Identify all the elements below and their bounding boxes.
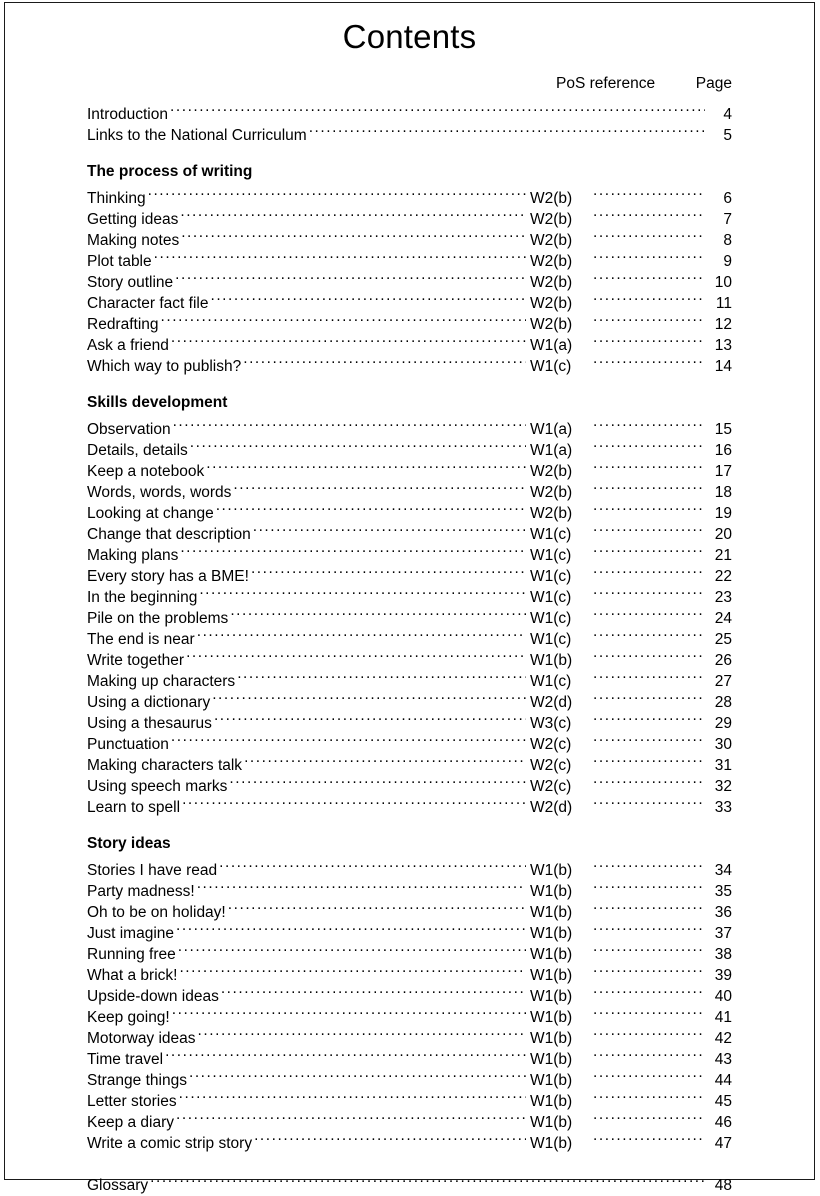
- dot-leader-secondary: [593, 1127, 705, 1148]
- toc-entry-pos-reference: W3(c): [530, 715, 572, 732]
- toc-entry-page-number: 36: [714, 904, 732, 921]
- dot-leader: [182, 791, 526, 812]
- dot-leader: [244, 749, 526, 770]
- toc-entry-title: Looking at change: [87, 505, 214, 522]
- dot-leader: [221, 980, 526, 1001]
- toc-entry[interactable]: [87, 224, 732, 249]
- dot-leader: [179, 959, 526, 980]
- toc-entry[interactable]: [87, 560, 732, 585]
- toc-entry-page-number: 48: [714, 1177, 732, 1194]
- toc-entry-title: Letter stories: [87, 1093, 177, 1110]
- toc-entry-page-number: 34: [714, 862, 732, 879]
- dot-leader-secondary: [593, 1085, 705, 1106]
- toc-entry-page-number: 27: [714, 673, 732, 690]
- toc-entry[interactable]: [87, 119, 732, 144]
- toc-entry-title: Motorway ideas: [87, 1030, 196, 1047]
- toc-entry-title: Plot table: [87, 253, 152, 270]
- page-title: Contents: [342, 18, 477, 55]
- dot-leader-secondary: [593, 497, 705, 518]
- toc-entry-title: Making plans: [87, 547, 179, 564]
- dot-leader-secondary: [593, 728, 705, 749]
- dot-leader-secondary: [593, 329, 705, 350]
- toc-entry[interactable]: [87, 287, 732, 312]
- dot-leader: [179, 1085, 526, 1106]
- dot-leader: [161, 308, 526, 329]
- dot-leader: [176, 1106, 526, 1127]
- dot-leader-secondary: [593, 308, 705, 329]
- dot-leader: [180, 203, 526, 224]
- section-heading: Skills development: [87, 394, 228, 411]
- toc-entry-page-number: 20: [714, 526, 732, 543]
- toc-entry-title: Oh to be on holiday!: [87, 904, 226, 921]
- toc-entry-page-number: 31: [714, 757, 732, 774]
- toc-entry-page-number: 28: [714, 694, 732, 711]
- dot-leader: [251, 560, 526, 581]
- toc-entry-pos-reference: W2(b): [530, 253, 573, 270]
- toc-entry-pos-reference: W1(b): [530, 988, 573, 1005]
- dot-leader: [148, 182, 526, 203]
- toc-entry-title: Upside-down ideas: [87, 988, 219, 1005]
- dot-leader: [150, 1169, 705, 1190]
- dot-leader: [199, 581, 526, 602]
- toc-entry-pos-reference: W1(a): [530, 337, 573, 354]
- dot-leader-secondary: [593, 581, 705, 602]
- toc-entry-pos-reference: W1(b): [530, 1051, 573, 1068]
- toc-entry-title: Every story has a BME!: [87, 568, 249, 585]
- section-heading: Story ideas: [87, 835, 171, 852]
- dot-leader: [171, 329, 526, 350]
- toc-entry-pos-reference: W2(d): [530, 694, 573, 711]
- toc-entry-page-number: 41: [714, 1009, 732, 1026]
- toc-entry[interactable]: [87, 749, 732, 774]
- dot-leader: [197, 623, 526, 644]
- toc-entry-pos-reference: W1(c): [530, 673, 572, 690]
- dot-leader: [233, 476, 526, 497]
- toc-entry-title: Details, details: [87, 442, 188, 459]
- toc-entry-pos-reference: W2(b): [530, 463, 573, 480]
- toc-entry-title: Stories I have read: [87, 862, 218, 879]
- toc-entry-title: In the beginning: [87, 589, 198, 606]
- dot-leader-secondary: [593, 686, 705, 707]
- toc-entry[interactable]: [87, 1169, 732, 1194]
- toc-entry-pos-reference: W2(c): [530, 757, 572, 774]
- dot-leader-secondary: [593, 896, 705, 917]
- toc-entry-pos-reference: W2(b): [530, 295, 573, 312]
- toc-entry-title: Time travel: [87, 1051, 164, 1068]
- dot-leader-secondary: [593, 770, 705, 791]
- dot-leader-secondary: [593, 560, 705, 581]
- toc-entry-pos-reference: W1(b): [530, 862, 573, 879]
- dot-leader: [170, 98, 705, 119]
- toc-entry-pos-reference: W1(c): [530, 526, 572, 543]
- toc-entry-page-number: 43: [714, 1051, 732, 1068]
- toc-entry-pos-reference: W2(b): [530, 190, 573, 207]
- toc-entry-title: Observation: [87, 421, 171, 438]
- dot-leader-secondary: [593, 539, 705, 560]
- toc-entry-pos-reference: W1(c): [530, 358, 572, 375]
- toc-entry-pos-reference: W1(b): [530, 1030, 573, 1047]
- toc-entry-title: Punctuation: [87, 736, 169, 753]
- dot-leader-secondary: [593, 518, 705, 539]
- toc-entry-page-number: 9: [723, 253, 732, 270]
- dot-leader-secondary: [593, 1001, 705, 1022]
- toc-entry[interactable]: [87, 1064, 732, 1089]
- toc-entry-pos-reference: W1(c): [530, 631, 572, 648]
- toc-entry-pos-reference: W1(b): [530, 946, 573, 963]
- toc-entry-title: Keep a notebook: [87, 463, 205, 480]
- toc-entry[interactable]: [87, 1043, 732, 1068]
- toc-entry[interactable]: [87, 1022, 732, 1047]
- dot-leader: [154, 245, 526, 266]
- toc-entry-title: Thinking: [87, 190, 146, 207]
- toc-entry-pos-reference: W1(b): [530, 1135, 573, 1152]
- toc-entry-pos-reference: W1(c): [530, 589, 572, 606]
- toc-entry-title: Story outline: [87, 274, 174, 291]
- toc-entry-page-number: 4: [723, 106, 732, 123]
- column-header-pos-reference: PoS reference: [556, 75, 656, 92]
- dot-leader: [176, 917, 526, 938]
- toc-entry[interactable]: [87, 728, 732, 753]
- toc-entry-title: Just imagine: [87, 925, 175, 942]
- toc-entry-page-number: 40: [714, 988, 732, 1005]
- dot-leader-secondary: [593, 749, 705, 770]
- toc-entry-title: Making notes: [87, 232, 180, 249]
- toc-entry-page-number: 15: [714, 421, 732, 438]
- toc-entry-page-number: 37: [714, 925, 732, 942]
- toc-entry-title: Change that description: [87, 526, 251, 543]
- toc-entry-title: Strange things: [87, 1072, 187, 1089]
- toc-entry[interactable]: [87, 329, 732, 354]
- dot-leader: [165, 1043, 526, 1064]
- dot-leader: [198, 1022, 526, 1043]
- toc-entry-page-number: 46: [714, 1114, 732, 1131]
- toc-entry-page-number: 47: [714, 1135, 732, 1152]
- column-header-spacer: [87, 73, 556, 95]
- toc-body: [87, 98, 732, 1194]
- toc-entry-pos-reference: W1(b): [530, 967, 573, 984]
- toc-entry[interactable]: [87, 1085, 732, 1110]
- toc-entry-page-number: 24: [714, 610, 732, 627]
- toc-entry-page-number: 17: [714, 463, 732, 480]
- toc-entry-pos-reference: W2(b): [530, 316, 573, 333]
- toc-entry-page-number: 35: [714, 883, 732, 900]
- toc-entry[interactable]: [87, 1001, 732, 1026]
- toc-entry[interactable]: [87, 413, 732, 438]
- toc-entry[interactable]: [87, 938, 732, 963]
- toc-entry[interactable]: [87, 1127, 732, 1152]
- toc-entry-pos-reference: W2(c): [530, 736, 572, 753]
- dot-leader: [197, 875, 526, 896]
- toc-entry[interactable]: [87, 959, 732, 984]
- toc-entry-title: Links to the National Curriculum: [87, 127, 307, 144]
- toc-entry-page-number: 32: [714, 778, 732, 795]
- toc-entry-pos-reference: W1(b): [530, 904, 573, 921]
- toc-entry-page-number: 7: [723, 211, 732, 228]
- dot-leader: [175, 266, 526, 287]
- dot-leader: [181, 224, 526, 245]
- toc-entry[interactable]: [87, 854, 732, 879]
- toc-entry-page-number: 45: [714, 1093, 732, 1110]
- toc-entry[interactable]: [87, 203, 732, 228]
- toc-entry-page-number: 39: [714, 967, 732, 984]
- dot-leader-secondary: [593, 476, 705, 497]
- dot-leader-secondary: [593, 917, 705, 938]
- dot-leader: [309, 119, 705, 140]
- toc-entry-title: Glossary: [87, 1177, 149, 1194]
- toc-entry-title: Which way to publish?: [87, 358, 242, 375]
- toc-entry-title: Party madness!: [87, 883, 195, 900]
- toc-entry-pos-reference: W1(b): [530, 1009, 573, 1026]
- toc-entry-title: What a brick!: [87, 967, 178, 984]
- toc-entry-title: Making characters talk: [87, 757, 243, 774]
- toc-entry-page-number: 6: [723, 190, 732, 207]
- toc-entry-title: Keep a diary: [87, 1114, 175, 1131]
- toc-entry[interactable]: [87, 1106, 732, 1131]
- toc-entry-pos-reference: W2(b): [530, 211, 573, 228]
- dot-leader: [216, 497, 526, 518]
- toc-entry-pos-reference: W1(a): [530, 442, 573, 459]
- contents-page: [4, 2, 815, 1194]
- dot-leader-secondary: [593, 1064, 705, 1085]
- table-of-contents: [87, 73, 732, 1194]
- toc-entry-page-number: 10: [714, 274, 732, 291]
- toc-entry-title: Learn to spell: [87, 799, 181, 816]
- dot-leader-secondary: [593, 791, 705, 812]
- dot-leader-secondary: [593, 644, 705, 665]
- dot-leader: [253, 518, 526, 539]
- toc-entry-pos-reference: W2(b): [530, 484, 573, 501]
- toc-entry[interactable]: [87, 539, 732, 564]
- toc-entry[interactable]: [87, 980, 732, 1005]
- section-heading: The process of writing: [87, 163, 253, 180]
- dot-leader: [210, 287, 526, 308]
- toc-entry-page-number: 8: [723, 232, 732, 249]
- dot-leader-secondary: [593, 1022, 705, 1043]
- column-header-page: Page: [695, 75, 732, 92]
- toc-entry-title: Redrafting: [87, 316, 159, 333]
- toc-entry-title: Running free: [87, 946, 176, 963]
- dot-leader: [180, 539, 526, 560]
- toc-entry-pos-reference: W1(c): [530, 610, 572, 627]
- toc-entry-page-number: 12: [714, 316, 732, 333]
- dot-leader-secondary: [593, 623, 705, 644]
- toc-entry-title: Keep going!: [87, 1009, 170, 1026]
- toc-entry-pos-reference: W1(b): [530, 1072, 573, 1089]
- toc-entry-pos-reference: W2(b): [530, 232, 573, 249]
- toc-entry[interactable]: [87, 350, 732, 375]
- toc-entry-page-number: 11: [715, 295, 732, 312]
- dot-leader: [178, 938, 526, 959]
- toc-entry-page-number: 29: [714, 715, 732, 732]
- toc-entry-pos-reference: W1(c): [530, 568, 572, 585]
- dot-leader-secondary: [593, 707, 705, 728]
- toc-entry-page-number: 38: [714, 946, 732, 963]
- section-spacer: [87, 812, 732, 833]
- dot-leader: [171, 728, 526, 749]
- toc-entry-title: Introduction: [87, 106, 168, 123]
- dot-leader-secondary: [593, 938, 705, 959]
- dot-leader-secondary: [593, 245, 705, 266]
- dot-leader-secondary: [593, 1106, 705, 1127]
- toc-entry-title: Character fact file: [87, 295, 209, 312]
- toc-entry-title: Ask a friend: [87, 337, 169, 354]
- dot-leader: [189, 1064, 526, 1085]
- toc-entry[interactable]: [87, 791, 732, 816]
- toc-entry[interactable]: [87, 434, 732, 459]
- toc-entry-title: Using a dictionary: [87, 694, 211, 711]
- toc-entry-page-number: 22: [714, 568, 732, 585]
- toc-entry-title: Write together: [87, 652, 185, 669]
- toc-entry[interactable]: [87, 182, 732, 207]
- dot-leader: [212, 686, 526, 707]
- dot-leader-secondary: [593, 875, 705, 896]
- toc-entry-page-number: 33: [714, 799, 732, 816]
- toc-entry-pos-reference: W1(b): [530, 1114, 573, 1131]
- dot-leader-secondary: [593, 266, 705, 287]
- toc-entry-title: Words, words, words: [87, 484, 232, 501]
- toc-entry-pos-reference: W2(c): [530, 778, 572, 795]
- toc-entry-pos-reference: W2(b): [530, 274, 573, 291]
- toc-entry-page-number: 21: [714, 547, 732, 564]
- toc-entry[interactable]: [87, 245, 732, 270]
- toc-entry-page-number: 26: [714, 652, 732, 669]
- dot-leader-secondary: [593, 434, 705, 455]
- dot-leader-secondary: [593, 980, 705, 1001]
- dot-leader-secondary: [593, 1043, 705, 1064]
- dot-leader: [186, 644, 526, 665]
- toc-entry-page-number: 44: [714, 1072, 732, 1089]
- toc-entry[interactable]: [87, 308, 732, 333]
- toc-entry-pos-reference: W1(b): [530, 925, 573, 942]
- dot-leader-secondary: [593, 455, 705, 476]
- toc-entry-title: The end is near: [87, 631, 195, 648]
- dot-leader: [172, 1001, 526, 1022]
- dot-leader: [230, 602, 526, 623]
- toc-entry-pos-reference: W1(b): [530, 883, 573, 900]
- dot-leader: [254, 1127, 526, 1148]
- dot-leader-secondary: [593, 854, 705, 875]
- toc-entry-title: Pile on the problems: [87, 610, 229, 627]
- toc-entry-title: Using a thesaurus: [87, 715, 212, 732]
- toc-entry-page-number: 19: [714, 505, 732, 522]
- toc-entry-pos-reference: W2(d): [530, 799, 573, 816]
- toc-entry-pos-reference: W1(c): [530, 547, 572, 564]
- dot-leader-secondary: [593, 287, 705, 308]
- toc-entry-page-number: 30: [714, 736, 732, 753]
- toc-entry-title: Getting ideas: [87, 211, 179, 228]
- dot-leader: [237, 665, 526, 686]
- dot-leader-secondary: [593, 203, 705, 224]
- toc-entry-page-number: 16: [714, 442, 732, 459]
- dot-leader: [190, 434, 526, 455]
- dot-leader: [228, 896, 526, 917]
- toc-entry-pos-reference: W2(b): [530, 505, 573, 522]
- dot-leader-secondary: [593, 413, 705, 434]
- toc-entry[interactable]: [87, 98, 732, 123]
- dot-leader: [206, 455, 526, 476]
- toc-entry-pos-reference: W1(a): [530, 421, 573, 438]
- dot-leader-secondary: [593, 182, 705, 203]
- toc-entry-title: Using speech marks: [87, 778, 228, 795]
- toc-entry-page-number: 5: [723, 127, 732, 144]
- toc-entry-page-number: 14: [714, 358, 732, 375]
- toc-entry-pos-reference: W1(b): [530, 1093, 573, 1110]
- toc-entry-page-number: 13: [714, 337, 732, 354]
- dot-leader-secondary: [593, 350, 705, 371]
- dot-leader-secondary: [593, 224, 705, 245]
- column-headers: [87, 73, 732, 95]
- toc-entry-page-number: 42: [714, 1030, 732, 1047]
- dot-leader-secondary: [593, 665, 705, 686]
- toc-entry[interactable]: [87, 266, 732, 291]
- dot-leader-secondary: [593, 959, 705, 980]
- toc-entry[interactable]: [87, 917, 732, 942]
- toc-entry-title: Making up characters: [87, 673, 236, 690]
- toc-entry-page-number: 18: [714, 484, 732, 501]
- toc-entry-pos-reference: W1(b): [530, 652, 573, 669]
- dot-leader: [219, 854, 526, 875]
- dot-leader: [173, 413, 526, 434]
- dot-leader: [243, 350, 526, 371]
- dot-leader: [229, 770, 526, 791]
- dot-leader: [214, 707, 526, 728]
- toc-entry-page-number: 25: [714, 631, 732, 648]
- toc-entry-page-number: 23: [714, 589, 732, 606]
- dot-leader-secondary: [593, 602, 705, 623]
- toc-entry-title: Write a comic strip story: [87, 1135, 253, 1152]
